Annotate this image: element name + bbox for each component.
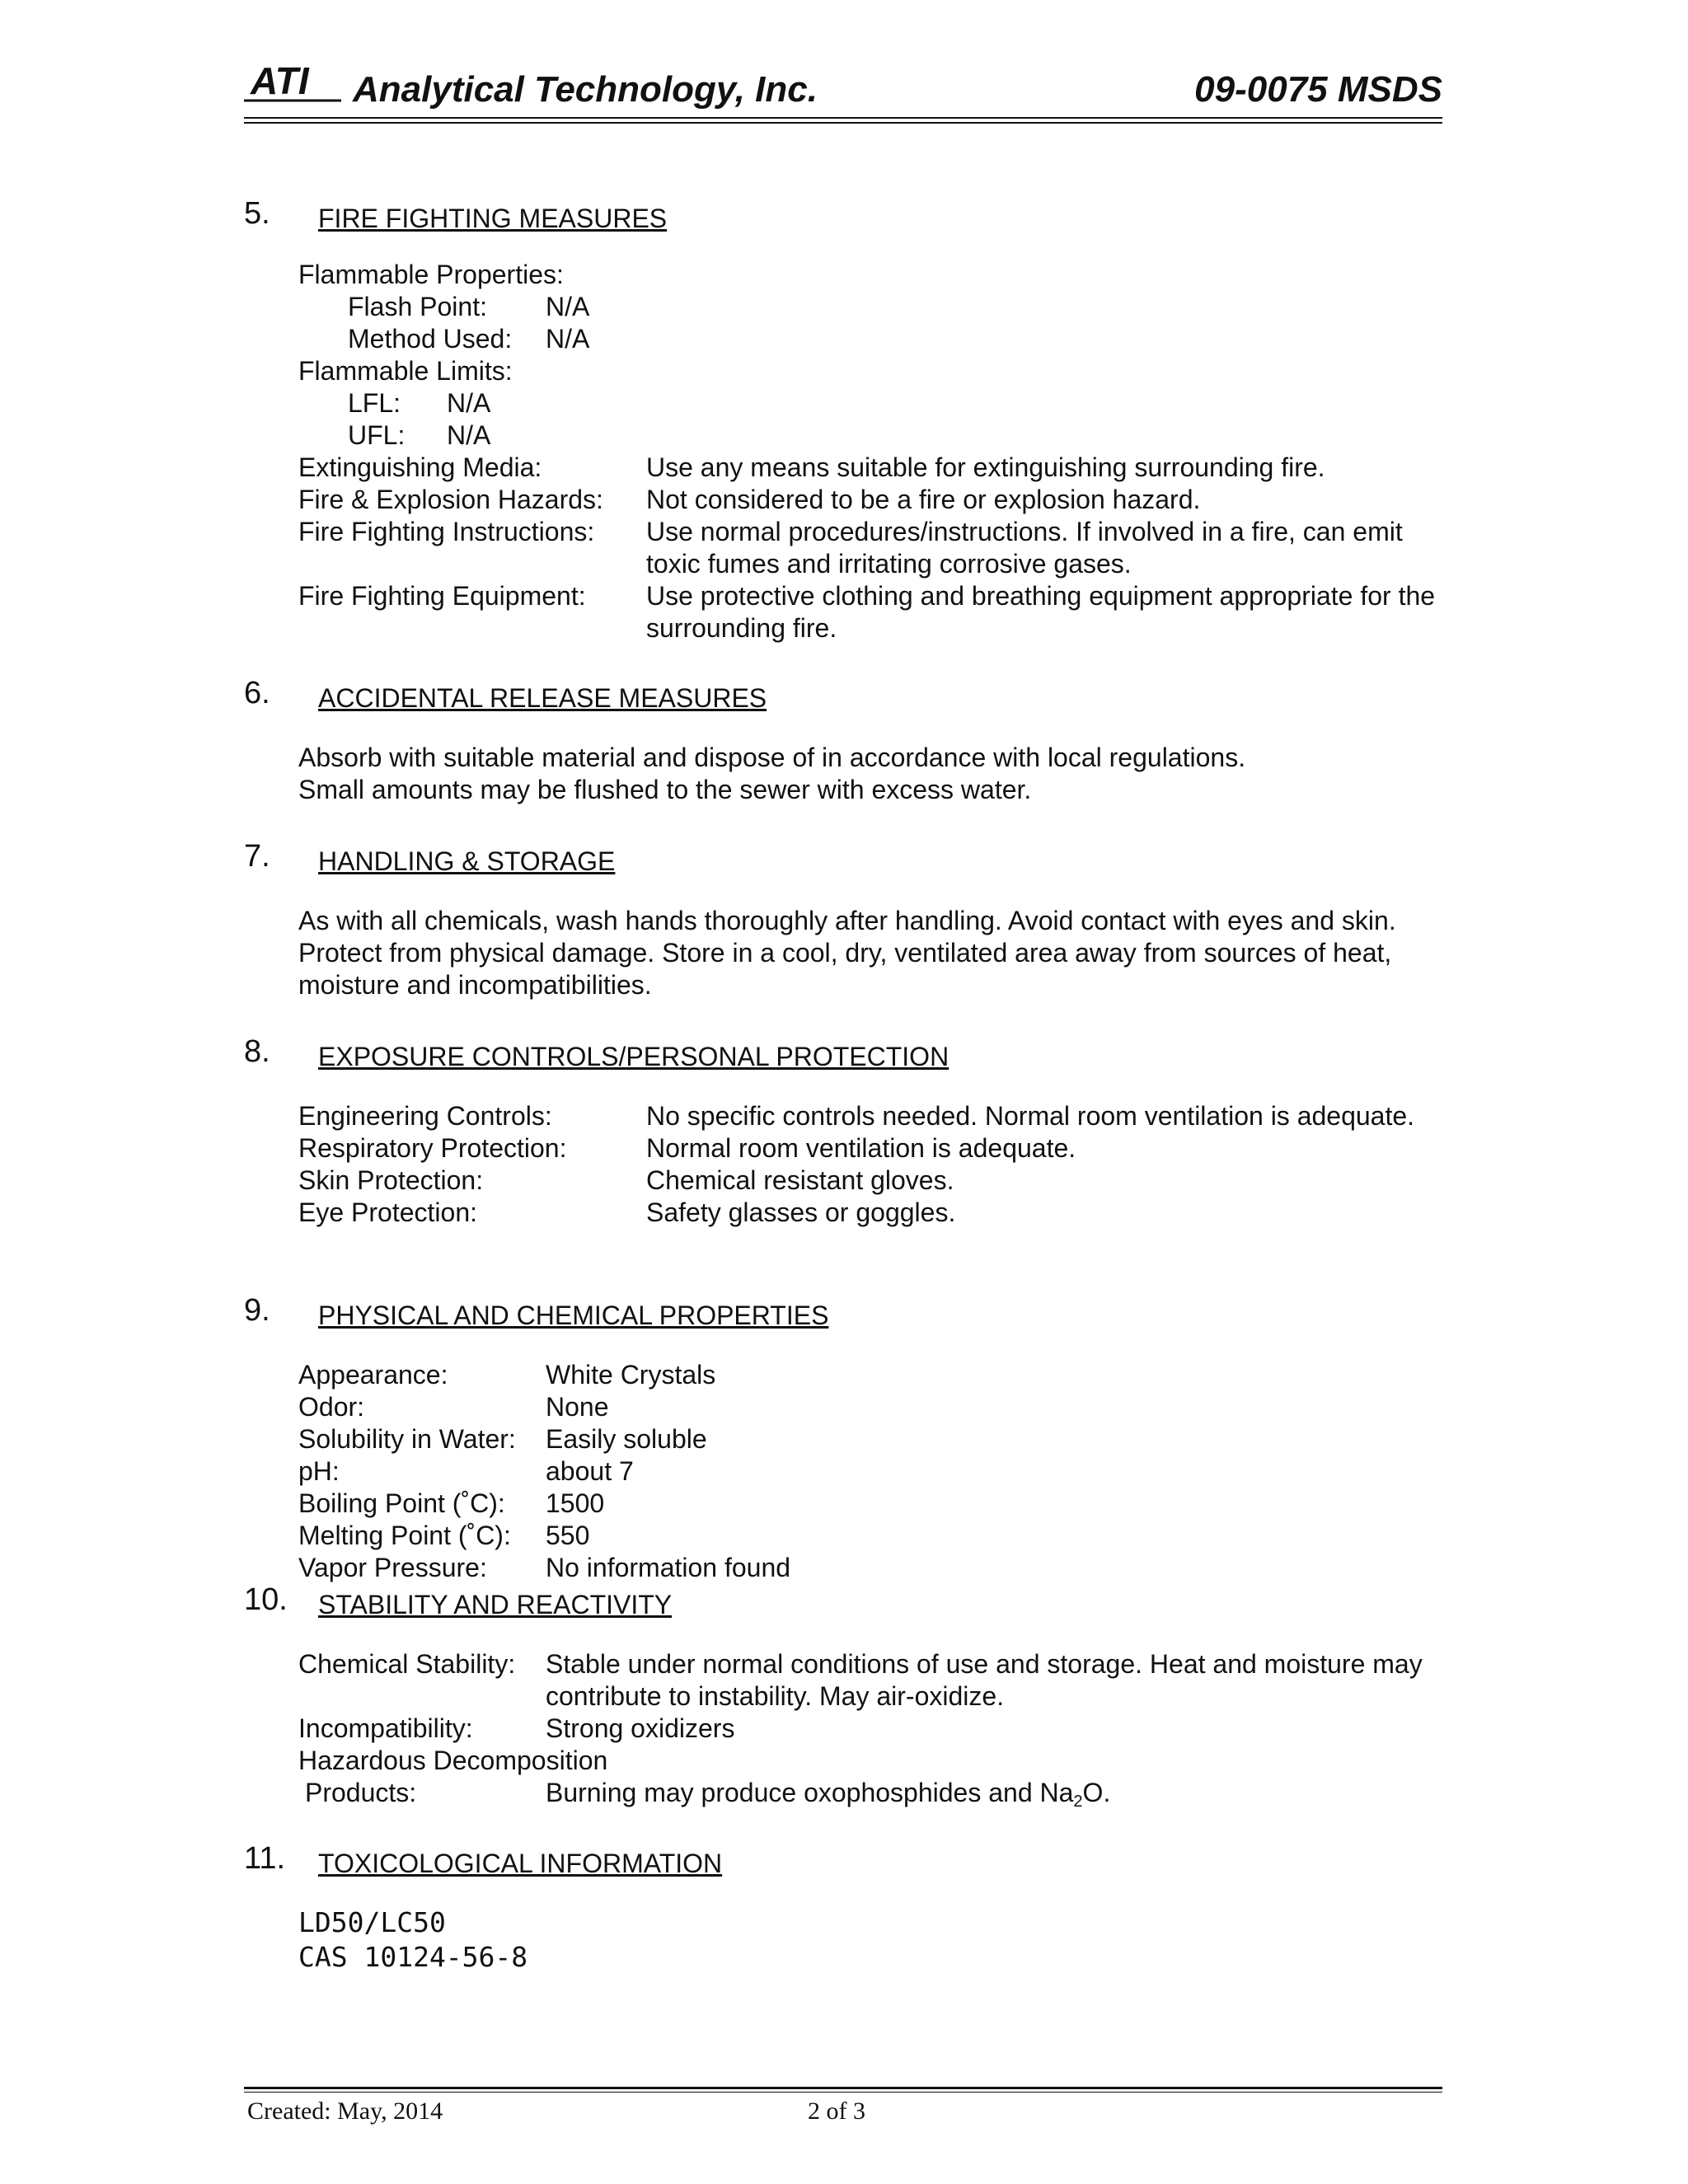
property-value: White Crystals	[546, 1360, 716, 1390]
paragraph-line: Absorb with suitable material and dispose of in accordance with local regulations.	[298, 743, 1246, 772]
property-row	[298, 1100, 1419, 1132]
lfl-label: LFL:	[348, 388, 401, 418]
section-title: STABILITY AND REACTIVITY	[318, 1590, 673, 1619]
section-9	[244, 1295, 1447, 1584]
property-label: pH:	[298, 1456, 340, 1486]
flash-point-label: Flash Point:	[348, 292, 487, 321]
property-row	[298, 1488, 1447, 1520]
property-row	[298, 452, 1447, 484]
property-label: Engineering Controls:	[298, 1101, 552, 1131]
ld50-label: LD50/LC50	[298, 1906, 446, 1938]
header-rule-double	[244, 122, 1442, 124]
property-row	[298, 1165, 1419, 1197]
property-value: Normal room ventilation is adequate.	[646, 1133, 1076, 1163]
footer-rule	[244, 2087, 1442, 2089]
property-row	[298, 580, 1447, 644]
logo-text: ATI	[251, 61, 309, 102]
section-number: 7.	[244, 839, 270, 874]
section-title: EXPOSURE CONTROLS/PERSONAL PROTECTION	[318, 1042, 950, 1071]
property-value: Burning may produce oxophosphides and $Na_2O$.	[546, 1778, 1111, 1811]
section-number: 8.	[244, 1034, 270, 1069]
property-row	[298, 1648, 1452, 1713]
property-row	[298, 1455, 1447, 1488]
property-row	[298, 1713, 1452, 1745]
property-value: Stable under normal conditions of use and storage. Heat and moisture may contribute to instability. May air-oxidize.	[546, 1649, 1423, 1711]
section-title: FIRE FIGHTING MEASURES	[318, 204, 668, 233]
ufl-value: N/A	[447, 420, 491, 450]
section-number: 11.	[244, 1841, 286, 1876]
property-value: 550	[546, 1521, 590, 1550]
property-label: Melting Point (˚C):	[298, 1521, 511, 1550]
section-number: 5.	[244, 196, 270, 231]
property-value: No specific controls needed. Normal room ventilation is adequate.	[646, 1101, 1415, 1131]
property-label: Boiling Point (˚C):	[298, 1488, 505, 1518]
section-number: 9.	[244, 1293, 270, 1328]
ufl-label: UFL:	[348, 420, 406, 450]
paragraph: As with all chemicals, wash hands thoroughly after handling. Avoid contact with eyes and skin. Protect from physical damage. Store in a cool, dry, ventilated area away from sources of heat, moisture and incompatibilities.	[298, 906, 1396, 1000]
property-label: Fire Fighting Equipment:	[298, 581, 586, 611]
page-number: 2 of 3	[808, 2097, 865, 2125]
property-value: Easily soluble	[546, 1424, 707, 1454]
section-6	[244, 677, 1447, 806]
section-title: TOXICOLOGICAL INFORMATION	[318, 1849, 723, 1878]
property-value: Not considered to be a fire or explosion hazard.	[646, 485, 1201, 514]
property-row	[298, 516, 1447, 580]
property-row	[298, 1197, 1419, 1229]
property-value: about 7	[546, 1456, 634, 1486]
property-row	[298, 1359, 1447, 1391]
page-header	[244, 58, 1442, 124]
flash-point-value: N/A	[546, 292, 590, 321]
section-8	[244, 1036, 1447, 1229]
flammable-limits-label: Flammable Limits:	[298, 356, 513, 386]
method-used-label: Method Used:	[348, 324, 513, 354]
section-number: 10.	[244, 1582, 288, 1617]
property-value: Strong oxidizers	[546, 1713, 735, 1743]
method-used-value: N/A	[546, 324, 590, 354]
section-title: HANDLING & STORAGE	[318, 846, 616, 876]
section-number: 6.	[244, 676, 270, 710]
lfl-value: N/A	[447, 388, 491, 418]
property-value: Use protective clothing and breathing equipment appropriate for the surrounding fire.	[646, 581, 1436, 643]
property-value: Use any means suitable for extinguishing surrounding fire.	[646, 452, 1325, 482]
property-label: Solubility in Water:	[298, 1424, 516, 1454]
property-row	[298, 1132, 1419, 1165]
property-row	[298, 1520, 1447, 1552]
property-row	[298, 1391, 1447, 1423]
property-label: Extinguishing Media:	[298, 452, 542, 482]
property-label: Incompatibility:	[298, 1713, 473, 1743]
property-row	[298, 1777, 1452, 1809]
document-id: 09-0075 MSDS	[1194, 69, 1442, 110]
section-title: PHYSICAL AND CHEMICAL PROPERTIES	[318, 1301, 829, 1330]
header-rule	[244, 117, 1442, 119]
property-value: Chemical resistant gloves.	[646, 1165, 954, 1195]
property-label: Odor:	[298, 1392, 365, 1422]
property-label: Respiratory Protection:	[298, 1133, 567, 1163]
section-11	[244, 1843, 1447, 1975]
property-label: Vapor Pressure:	[298, 1553, 487, 1582]
cas-number: CAS 10124-56-8	[298, 1941, 528, 1973]
property-label: Eye Protection:	[298, 1197, 477, 1227]
section-10	[244, 1584, 1447, 1809]
section-title: ACCIDENTAL RELEASE MEASURES	[318, 683, 767, 713]
property-label: Fire & Explosion Hazards:	[298, 485, 603, 514]
created-date: Created: May, 2014	[247, 2097, 443, 2125]
property-label: Fire Fighting Instructions:	[298, 517, 595, 546]
property-label: Skin Protection:	[298, 1165, 484, 1195]
hazardous-decomposition-label: Hazardous Decomposition	[298, 1746, 608, 1775]
property-value: None	[546, 1392, 609, 1422]
property-label: Products:	[305, 1778, 417, 1807]
property-label: Appearance:	[298, 1360, 448, 1390]
property-row	[298, 1552, 1447, 1584]
section-7	[244, 841, 1447, 1001]
property-value: 1500	[546, 1488, 605, 1518]
property-label: Chemical Stability:	[298, 1649, 516, 1679]
property-row	[298, 1423, 1447, 1455]
paragraph-line: Small amounts may be flushed to the sewer with excess water.	[298, 775, 1032, 804]
ati-logo	[244, 61, 341, 105]
footer-rule-double	[244, 2092, 1442, 2093]
section-5	[244, 198, 1447, 644]
flammable-properties-label: Flammable Properties:	[298, 260, 564, 289]
property-row	[298, 484, 1447, 516]
property-value: Use normal procedures/instructions. If involved in a fire, can emit toxic fumes and irritating corrosive gases.	[646, 517, 1403, 579]
property-value: Safety glasses or goggles.	[646, 1197, 956, 1227]
property-value: No information found	[546, 1553, 791, 1582]
company-name: Analytical Technology, Inc.	[353, 69, 818, 110]
